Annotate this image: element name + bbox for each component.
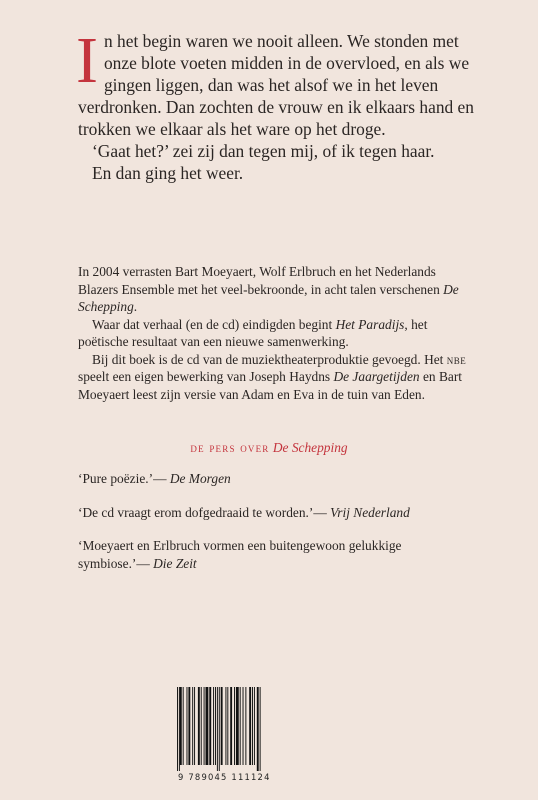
barcode-bar <box>187 687 188 765</box>
barcode-bar <box>221 687 223 765</box>
barcode-bar <box>183 687 184 765</box>
barcode-bar <box>257 687 259 771</box>
press-heading-title: De Schepping <box>272 440 348 455</box>
barcode-bar <box>240 687 241 765</box>
barcode-bar <box>234 687 235 765</box>
press-heading-label: de pers over <box>190 440 270 455</box>
press-quote: ‘De cd vraagt erom dofgedraaid te worden.’— Vrij Nederland <box>78 504 410 520</box>
barcode-bar <box>254 687 255 765</box>
barcode-bar <box>194 687 195 765</box>
title-het-paradijs: Het Paradijs <box>335 316 405 332</box>
barcode-bar <box>213 687 214 765</box>
press-quote: ‘Pure poëzie.’— De Morgen <box>78 471 231 486</box>
opening-passage <box>76 24 488 184</box>
barcode-bar <box>217 687 218 771</box>
barcode-bar <box>198 687 200 765</box>
barcode-bar <box>227 687 228 765</box>
blurb-paragraph-1: In 2004 verrasten Bart Moeyaert, Wolf Erlbruch en het Nederlands Blazers Ensemble met het veel-bekroonde, in acht talen verschenen De Schepping. <box>78 264 459 314</box>
barcode-bar <box>192 687 193 765</box>
title-de-schepping: De Schepping <box>78 281 459 314</box>
isbn-digits: 9 789045 111124 <box>178 772 271 782</box>
quote-source: Die Zeit <box>153 555 197 571</box>
barcode-bar <box>209 687 211 765</box>
barcode-bar <box>225 687 226 765</box>
barcode-bar <box>201 687 202 765</box>
book-blurb <box>78 263 478 403</box>
barcode-bar <box>230 687 232 765</box>
abbr-nbe: nbe <box>446 351 467 367</box>
barcode-bar <box>180 687 182 765</box>
quote-source: Vrij Nederland <box>330 504 410 520</box>
barcode-bars <box>175 687 297 771</box>
drop-cap: I <box>76 24 98 97</box>
barcode-bar <box>236 687 239 765</box>
barcode-bar <box>245 687 246 765</box>
barcode-bar <box>188 687 190 765</box>
press-heading <box>0 440 538 456</box>
isbn-barcode <box>175 687 297 777</box>
quote-source: De Morgen <box>169 471 231 486</box>
barcode-bar <box>177 687 178 771</box>
barcode-bar <box>204 687 205 765</box>
barcode-bar <box>243 687 244 765</box>
press-quotes <box>78 470 468 588</box>
barcode-bar <box>179 687 180 771</box>
blurb-paragraph-2: Waar dat verhaal (en de cd) eindigden begint Het Paradijs, het poëtische resultaat van een nieuwe samenwerking. <box>78 316 428 349</box>
barcode-bar <box>260 687 261 771</box>
barcode-bar <box>219 687 220 771</box>
opening-paragraph-2: ‘Gaat het?’ zei zij dan tegen mij, of ik tegen haar. <box>92 141 435 161</box>
opening-paragraph-1: n het begin waren we nooit alleen. We stonden met onze blote voeten midden in de overvloed, en als we gingen liggen, dan was het alsof we in het leven verdronken. Dan zochten de vrouw en ik elkaars hand en trokken we elkaar als het ware op het droge. <box>78 31 474 139</box>
barcode-bar <box>252 687 253 765</box>
opening-paragraph-3: En dan ging het weer. <box>92 163 244 183</box>
title-de-jaargetijden: De Jaargetijden <box>333 369 420 384</box>
barcode-bar <box>206 687 209 765</box>
barcode-bar <box>249 687 251 765</box>
blurb-paragraph-3: Bij dit boek is de cd van de muziektheaterproduktie gevoegd. Het nbe speelt een eigen bewerking van Joseph Haydns De Jaargetijden en Bart Moeyaert leest zijn versie van Adam en Eva in de tuin van Eden. <box>78 351 467 402</box>
press-quote: ‘Moeyaert en Erlbruch vormen een buitengewoon gelukkige symbiose.’— Die Zeit <box>78 538 402 571</box>
barcode-bar <box>215 687 216 765</box>
